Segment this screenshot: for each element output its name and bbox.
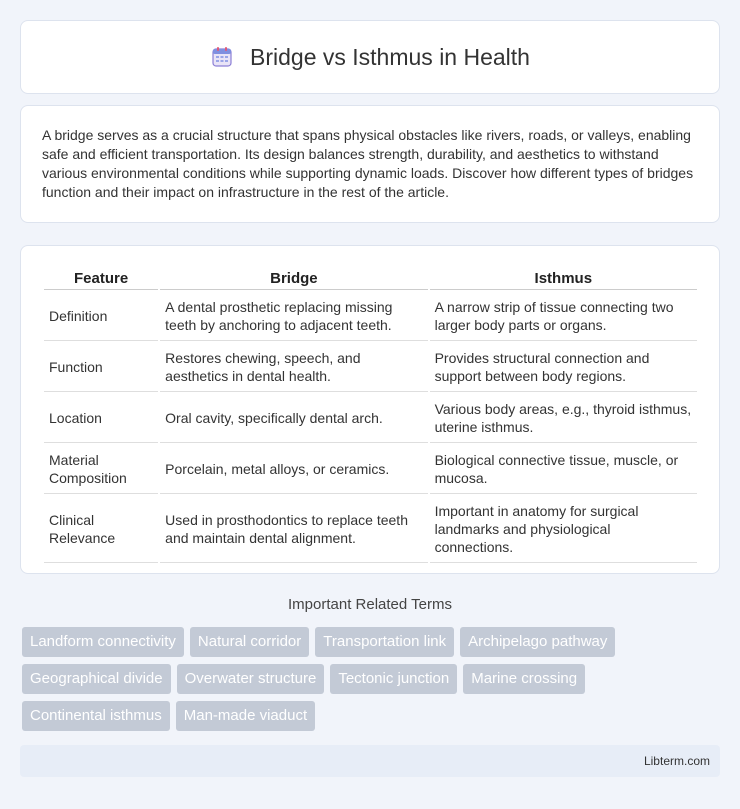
- header-isthmus: Isthmus: [430, 268, 697, 290]
- header-feature: Feature: [44, 268, 158, 290]
- comparison-table: [42, 266, 699, 565]
- row-feature: Material Composition: [44, 445, 158, 494]
- row-bridge: Oral cavity, specifically dental arch.: [160, 394, 427, 443]
- row-feature: Function: [44, 343, 158, 392]
- related-term-tag[interactable]: Geographical divide: [22, 664, 171, 694]
- related-term-tag[interactable]: Overwater structure: [177, 664, 325, 694]
- related-term-tag[interactable]: Archipelago pathway: [460, 627, 615, 657]
- related-terms-list: [22, 627, 722, 731]
- row-isthmus: A narrow strip of tissue connecting two larger body parts or organs.: [430, 292, 697, 341]
- row-isthmus: Biological connective tissue, muscle, or mucosa.: [430, 445, 697, 494]
- calendar-icon: [210, 45, 234, 69]
- table-header-row: [44, 268, 697, 290]
- row-feature: Definition: [44, 292, 158, 341]
- header-card: [20, 20, 720, 94]
- related-term-tag[interactable]: Continental isthmus: [22, 701, 170, 731]
- row-isthmus: Important in anatomy for surgical landmarks and physiological connections.: [430, 496, 697, 563]
- page-title: Bridge vs Isthmus in Health: [250, 43, 530, 70]
- related-term-tag[interactable]: Natural corridor: [190, 627, 309, 657]
- header-bridge: Bridge: [160, 268, 427, 290]
- comparison-card: [20, 245, 720, 574]
- related-term-tag[interactable]: Tectonic junction: [330, 664, 457, 694]
- related-term-tag[interactable]: Marine crossing: [463, 664, 585, 694]
- footer-site-link[interactable]: Libterm.com: [643, 754, 710, 768]
- related-terms-title: Important Related Terms: [288, 596, 452, 613]
- table-row: [44, 343, 697, 392]
- row-isthmus: Provides structural connection and support between body regions.: [430, 343, 697, 392]
- related-term-tag[interactable]: Transportation link: [315, 627, 454, 657]
- table-row: [44, 394, 697, 443]
- intro-card: [20, 105, 720, 223]
- intro-paragraph: A bridge serves as a crucial structure that spans physical obstacles like rivers, roads, or valleys, enabling safe and efficient transportation. Its design balances strength, durability, and aesthetics to withstand various environmental conditions while supporting dynamic loads. Discover how different types of bridges function and their impact on infrastructure in the rest of the article.: [42, 127, 694, 200]
- row-feature: Location: [44, 394, 158, 443]
- row-feature: Clinical Relevance: [44, 496, 158, 563]
- row-bridge: Restores chewing, speech, and aesthetics in dental health.: [160, 343, 427, 392]
- row-bridge: A dental prosthetic replacing missing teeth by anchoring to adjacent teeth.: [160, 292, 427, 341]
- related-term-tag[interactable]: Landform connectivity: [22, 627, 184, 657]
- table-row: [44, 445, 697, 494]
- row-bridge: Porcelain, metal alloys, or ceramics.: [160, 445, 427, 494]
- row-isthmus: Various body areas, e.g., thyroid isthmus, uterine isthmus.: [430, 394, 697, 443]
- table-row: [44, 292, 697, 341]
- table-row: [44, 496, 697, 563]
- row-bridge: Used in prosthodontics to replace teeth and maintain dental alignment.: [160, 496, 427, 563]
- footer: [20, 745, 720, 777]
- related-term-tag[interactable]: Man-made viaduct: [176, 701, 315, 731]
